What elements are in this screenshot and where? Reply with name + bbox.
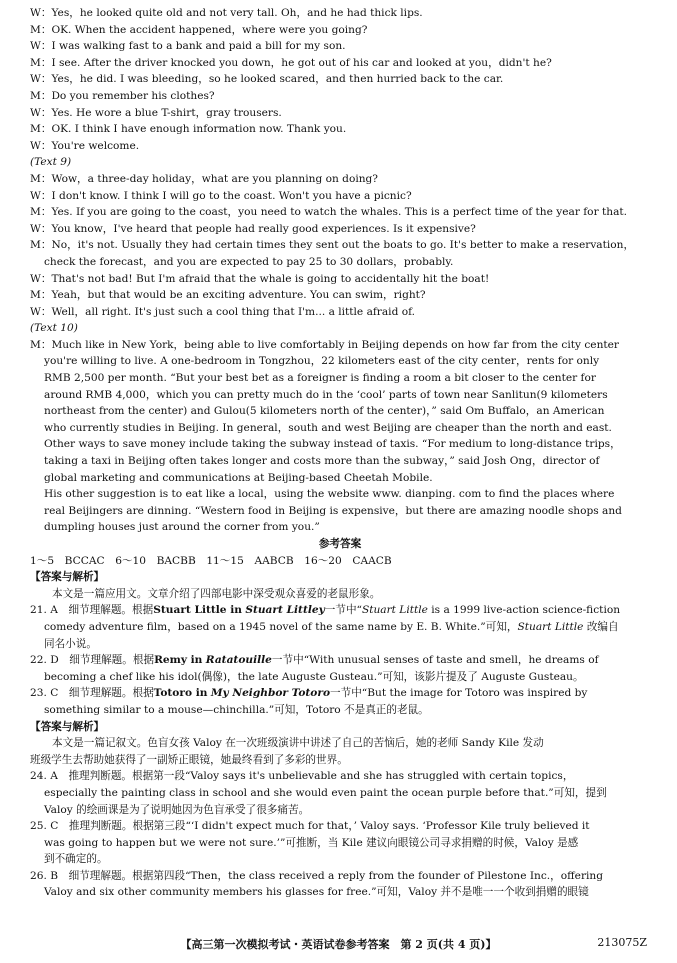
monologue-line: RMB 2,500 per month. “But your best bet as a foreigner is finding a room a bit closer to the center for: [44, 372, 596, 385]
q25-line: 到不确定的。: [44, 853, 108, 866]
passage-a-summary: 本文是一篇应用文。文章介绍了四部电影中深受观众喜爱的老鼠形象。: [52, 587, 381, 600]
q21-line: 同名小说。: [44, 637, 97, 650]
dialogue-line: M：Wow，a three-day holiday，what are you planning on doing?: [30, 172, 378, 185]
analysis-heading: 【答案与解析】: [30, 571, 105, 584]
q22-line: 22. D 细节理解题。根据Remy in Ratatouille一节中“With unusual senses of taste and smell，he dreams of: [30, 654, 599, 667]
footer-code: 213075Z: [597, 936, 647, 949]
monologue-line: His other suggestion is to eat like a local，using the website www. dianping. com to find the places where: [44, 488, 615, 501]
monologue-line: northeast from the center) and Gulou(5 kilometers north of the center)，” said Om Buffalo，an American: [44, 405, 605, 418]
page-footer: [0, 936, 677, 956]
dialogue-line: W：You know，I've heard that people had really good experiences. Is it expensive?: [30, 222, 476, 235]
dialogue-line: M：Yes. If you are going to the coast，you need to watch the whales. This is a perfect time of the year for that.: [30, 206, 628, 219]
text-10-label: (Text 10): [30, 322, 78, 335]
analysis-heading: 【答案与解析】: [30, 720, 105, 733]
dialogue-line: W：Yes，he did. I was bleeding，so he looked scared，and then hurried back to the car.: [30, 73, 504, 86]
dialogue-line: W：Well，all right. It's just such a cool thing that I'm... a little afraid of.: [30, 305, 416, 318]
q23-line: 23. C 细节理解题。根据Totoro in My Neighbor Totoro一节中“But the image for Totoro was inspired by: [30, 687, 588, 700]
dialogue-line: M：I see. After the driver knocked you down，he got out of his car and looked at you，didn't he?: [30, 56, 552, 69]
q22-line: becoming a chef like his idol(偶像)，the late Auguste Gusteau.”可知，该影片提及了 Auguste Gusteau。: [44, 670, 584, 683]
q21-line: comedy adventure film，based on a 1945 novel of the same name by E. B. White.”可知，Stuart Little 改编自: [44, 620, 619, 633]
dialogue-line: W：Yes. He wore a blue T-shirt，gray trousers.: [30, 106, 282, 119]
dialogue-line: M：Do you remember his clothes?: [30, 89, 215, 102]
monologue-line: M：Much like in New York，being able to live comfortably in Beijing depends on how far from the city center: [30, 338, 619, 351]
answer-keys: 1～5 BCCAC 6～10 BACBB 11～15 AABCB 16～20 CAACB: [30, 554, 392, 567]
dialogue-line: W：You're welcome.: [30, 139, 140, 152]
q24-line: 24. A 推理判断题。根据第一段“Valoy says it's unbelievable and she has struggled with certain topics，: [30, 770, 574, 783]
dialogue-line: M：OK. I think I have enough information now. Thank you.: [30, 123, 347, 136]
answer-title: 参考答案: [318, 538, 362, 550]
q26-line: 26. B 细节理解题。根据第四段“Then，the class received a reply from the founder of Pilestone Inc.，offering: [30, 869, 603, 882]
dialogue-line: W：That's not bad! But I'm afraid that the whale is going to accidentally hit the boat!: [30, 272, 490, 285]
passage-b-summary: 本文是一篇记叙文。色盲女孩 Valoy 在一次班级演讲中讲述了自己的苦恼后，她的老师 Sandy Kile 发动: [52, 737, 544, 750]
monologue-line: Other ways to save money include taking the subway instead of taxis. “For medium to long-distance trips，: [44, 438, 621, 451]
q24-line: Valoy 的绘画课是为了说明她因为色盲承受了很多痛苦。: [44, 803, 310, 816]
monologue-line: taking a taxi in Beijing often takes longer and costs more than the subway，” said Josh Ong，director of: [44, 455, 600, 468]
dialogue-line: W：I was walking fast to a bank and paid a bill for my son.: [30, 40, 346, 53]
monologue-line: around RMB 4,000，which you can pretty much do in the ‘cool’ parts of town near Sanlitun(9 kilometers: [44, 388, 608, 401]
text-9-label: (Text 9): [30, 156, 72, 169]
passage-b-summary: 班级学生去帮助她获得了一副矫正眼镜，她最终看到了多彩的世界。: [30, 753, 348, 766]
monologue-line: who currently studies in Beijing. In general，south and west Beijing are cheaper than the north and east.: [44, 421, 612, 434]
q25-line: was going to happen but we were not sure.’”可推断，当 Kile 建议向眼镜公司寻求捐赠的时候，Valoy 是感: [44, 836, 579, 849]
dialogue-line-continued: check the forecast，and you are expected to pay 25 to 30 dollars，probably.: [44, 255, 454, 268]
dialogue-line: M：Yeah，but that would be an exciting adventure. You can swim，right?: [30, 289, 426, 302]
q26-line: Valoy and six other community members his glasses for free.”可知，Valoy 并不是唯一一个收到捐赠的眼镜: [44, 886, 589, 899]
monologue-line: dumpling houses just around the corner from you.”: [44, 521, 320, 534]
monologue-line: global marketing and communications at Beijing-based Cheetah Mobile.: [44, 471, 433, 484]
q23-line: something similar to a mouse—chinchilla.”可知，Totoro 不是真正的老鼠。: [44, 703, 429, 716]
dialogue-line: M：OK. When the accident happened，where were you going?: [30, 23, 368, 36]
q25-line: 25. C 推理判断题。根据第三段“‘I didn't expect much for that，’ Valoy says. ‘Professor Kile truly believed it: [30, 820, 590, 833]
dialogue-line: M：No，it's not. Usually they had certain times they sent out the boats to go. It's better to make a reservation，: [30, 239, 635, 252]
dialogue-line: W：Yes，he looked quite old and not very tall. Oh，and he had thick lips.: [30, 7, 423, 19]
q21-line: 21. A 细节理解题。根据Stuart Little in Stuart Littley一节中“Stuart Little is a 1999 live-action science-fiction: [30, 604, 621, 617]
monologue-line: you're willing to live. A one-bedroom in Tongzhou，22 kilometers east of the city center，rents for only: [44, 355, 600, 368]
document-body: [30, 5, 650, 901]
q24-line: especially the painting class in school and she would even paint the ocean purple before that.”可知，提到: [44, 786, 607, 799]
monologue-line: real Beijingers are dinning. “Western food in Beijing is expensive，but there are amazing noodle shops and: [44, 504, 622, 517]
dialogue-line: W：I don't know. I think I will go to the coast. Won't you have a picnic?: [30, 189, 412, 202]
footer-title: 【高三第一次模拟考试・英语试卷参考答案 第 2 页(共 4 页)】: [180, 938, 497, 951]
